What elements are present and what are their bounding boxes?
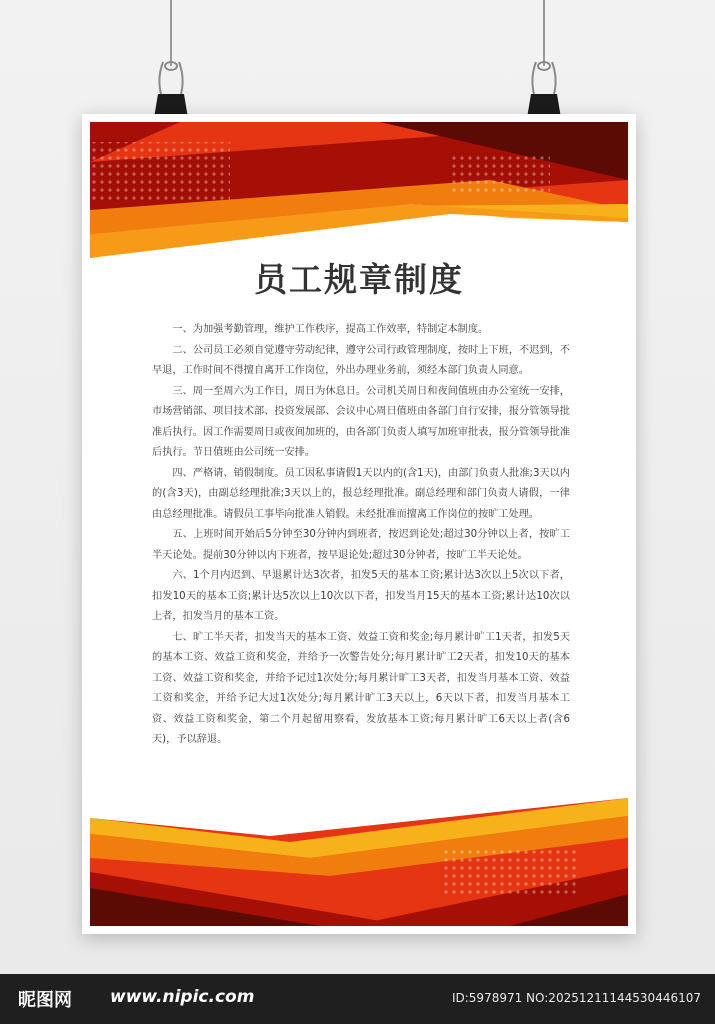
binder-clip-left-icon xyxy=(154,60,188,120)
watermark-id: ID:5978971 NO:20251211144530446107 xyxy=(451,991,701,1005)
watermark-site: www.nipic.com xyxy=(110,987,255,1007)
paragraph-2: 二、公司员工必须自觉遵守劳动纪律，遵守公司行政管理制度，按时上下班，不迟到，不早退，工作时间不得擅自离开工作岗位，外出办理业务前，须经本部门负责人同意。 xyxy=(152,344,570,376)
paragraph-6: 六、1个月内迟到、早退累计达3次者，扣发5天的基本工资;累计达3次以上5次以下者，扣发10天的基本工资;累计达5次以上10次以下者，扣发当月15天的基本工资;累计达10次以上者，扣发当月的基本工资。 xyxy=(152,570,570,622)
paragraph-4: 四、严格请、销假制度。员工因私事请假1天以内的(含1天)，由部门负责人批准;3天以内的(含3天)，由副总经理批准;3天以上的，报总经理批准。副总经理和部门负责人请假，一律由总经理批准。请假员工事毕向批准人销假。未经批准而擅离工作岗位的按旷工处理。 xyxy=(152,467,570,520)
paragraph-5: 五、上班时间开始后5分钟至30分钟内到班者，按迟到论处;超过30分钟以上者，按旷工半天论处。提前30分钟以内下班者，按早退论处;超过30分钟者，按旷工半天论处。 xyxy=(152,529,570,561)
watermark-logo: 昵图网 xyxy=(18,990,72,1011)
hanging-wire-left xyxy=(170,0,172,66)
page-title: 员工规章制度 xyxy=(254,260,464,299)
hanging-wire-right xyxy=(543,0,545,66)
bottom-decorative-band xyxy=(90,776,628,926)
paragraph-1: 一、为加强考勤管理，维护工作秩序，提高工作效率，特制定本制度。 xyxy=(172,324,489,335)
paragraph-3: 三、周一至周六为工作日，周日为休息日。公司机关周日和夜间值班由办公室统一安排，市场营销部、项目技术部、投资发展部、会议中心周日值班由各部门自行安排，报分管领导批准后执行。因工作需要周日或夜间加班的，由各部门负责人填写加班审批表，报分管领导批准后执行。节日值班由公司统一安排。 xyxy=(152,385,570,458)
binder-clip-right-icon xyxy=(527,60,561,120)
regulations-body xyxy=(152,320,570,751)
top-decorative-band xyxy=(90,122,628,272)
poster xyxy=(82,114,636,934)
paragraph-7: 七、旷工半天者，扣发当天的基本工资、效益工资和奖金;每月累计旷工1天者，扣发5天的基本工资、效益工资和奖金，并给予一次警告处分;每月累计旷工2天者，扣发10天的基本工资、效益工资和奖金，并给予记过1次处分;每月累计旷工3天者，扣发当月基本工资、效益工资和奖金，并给予记大过1次处分;每月累计旷工3天以上，6天以下者，扣发当月基本工资、效益工资和奖金，第二个月起留用察看，发放基本工资;每月累计旷工6天以上者(含6天)，予以辞退。 xyxy=(152,631,570,745)
watermark-bar xyxy=(0,974,715,1024)
